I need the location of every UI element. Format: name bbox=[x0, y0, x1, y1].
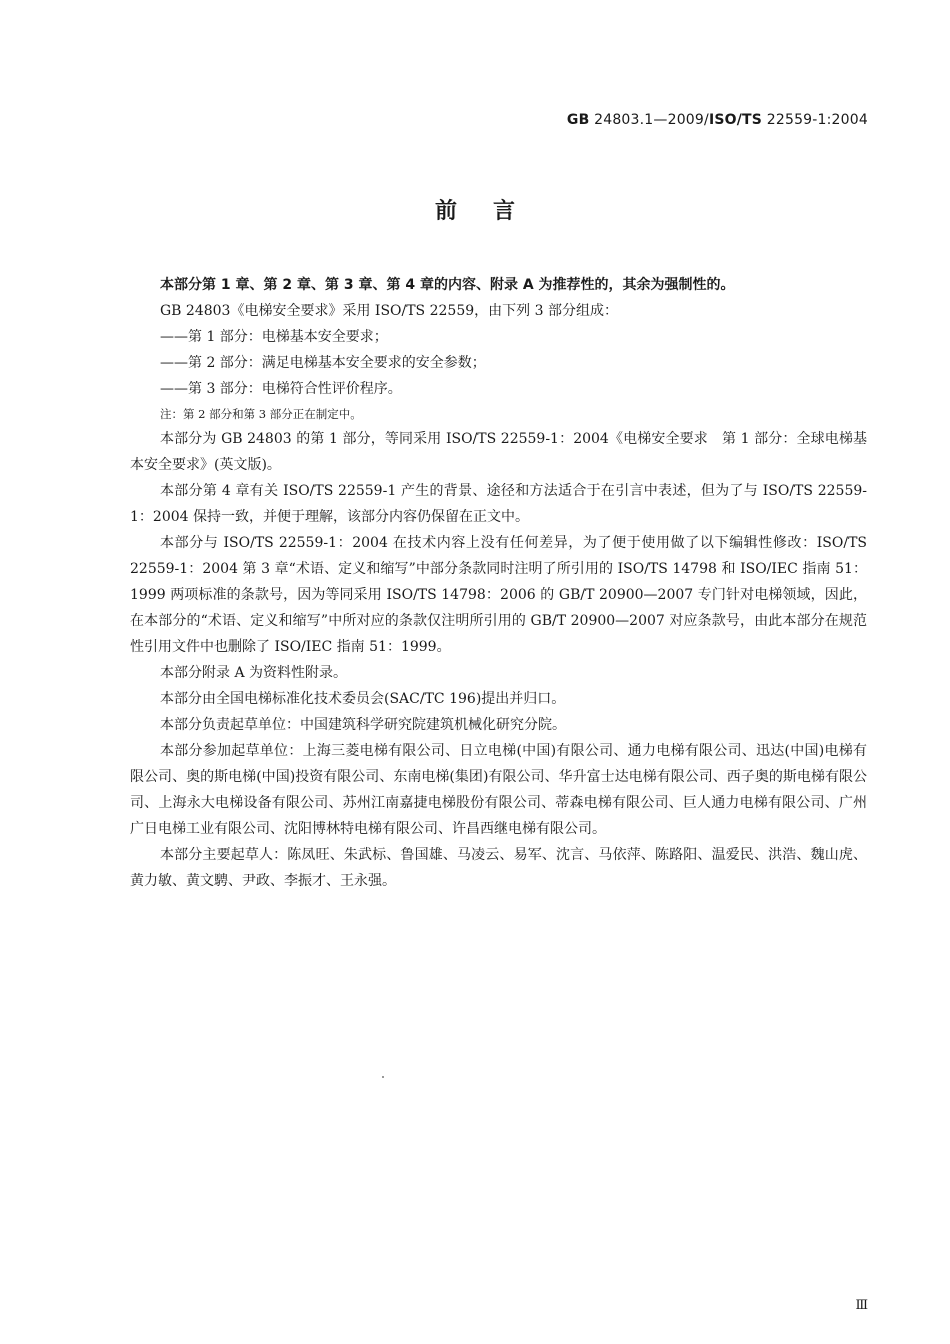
header-code-number: 24803.1—2009/ bbox=[589, 112, 709, 128]
paragraph-normative-scope: 本部分第 1 章、第 2 章、第 3 章、第 4 章的内容、附录 A 为推荐性的，其余为强制性的。 bbox=[160, 277, 735, 293]
paragraph-lead-drafter: 本部分负责起草单位：中国建筑科学研究院建筑机械化研究分院。 bbox=[160, 717, 566, 733]
header-iso-prefix: ISO/TS bbox=[708, 112, 763, 128]
paragraph-series-intro: GB 24803《电梯安全要求》采用 ISO/TS 22559，由下列 3 部分组成： bbox=[160, 303, 618, 319]
list-item-part-3: ——第 3 部分：电梯符合性评价程序。 bbox=[160, 381, 402, 397]
header-iso-number: 22559-1:2004 bbox=[762, 112, 868, 128]
paragraph-editorial-changes: 本部分与 ISO/TS 22559-1：2004 在技术内容上没有任何差异，为了便于使用做了以下编辑性修改：ISO/TS 22559-1：2004 第 3 章“术语、定义和缩写”中部分条款同时注明了所引用的 ISO/TS 14798 和 ISO/IEC 指南 51：1999 两项标准的条款号，因为等同采用 ISO/TS 14798：2006 的 GB/T 20900—2007 专门针对电梯领域，因此，在本部分的“术语、定义和缩写”中所对应的条款仅注明所引用的 GB/T 20900—2007 对应条款号，由此本部分在规范性引用文件中也删除了 ISO/IEC 指南 51：1999。 bbox=[130, 535, 867, 655]
header-code-prefix: GB bbox=[566, 112, 590, 128]
document-code-header bbox=[567, 112, 868, 128]
paragraph-proposer: 本部分由全国电梯标准化技术委员会(SAC/TC 196)提出并归口。 bbox=[160, 691, 566, 707]
page-number: Ⅲ bbox=[855, 1298, 868, 1313]
paragraph-main-drafters: 本部分主要起草人：陈凤旺、朱武标、鲁国雄、马凌云、易军、沈言、马依萍、陈路阳、温爱民、洪浩、魏山虎、黄力敏、黄文騁、尹政、李振才、王永强。 bbox=[130, 847, 867, 889]
paragraph-annex: 本部分附录 A 为资料性附录。 bbox=[160, 665, 348, 681]
paragraph-chapter-4: 本部分第 4 章有关 ISO/TS 22559-1 产生的背景、途径和方法适合于在引言中表述，但为了与 ISO/TS 22559-1：2004 保持一致，并便于理解，该部分内容仍保留在正文中。 bbox=[130, 483, 867, 525]
list-item-part-2: ——第 2 部分：满足电梯基本安全要求的安全参数； bbox=[160, 355, 486, 371]
list-item-part-1: ——第 1 部分：电梯基本安全要求； bbox=[160, 329, 388, 345]
scan-artifact-dot bbox=[382, 1076, 384, 1078]
paragraph-participating-drafters: 本部分参加起草单位：上海三菱电梯有限公司、日立电梯(中国)有限公司、通力电梯有限公司、迅达(中国)电梯有限公司、奥的斯电梯(中国)投资有限公司、东南电梯(集团)有限公司、华升富士达电梯有限公司、西子奥的斯电梯有限公司、上海永大电梯设备有限公司、苏州江南嘉捷电梯股份有限公司、蒂森电梯有限公司、巨人通力电梯有限公司、广州广日电梯工业有限公司、沈阳博林特电梯有限公司、许昌西继电梯有限公司。 bbox=[130, 743, 867, 837]
page-title: 前言 bbox=[434, 199, 551, 224]
foreword-body bbox=[130, 272, 867, 894]
paragraph-equivalence: 本部分为 GB 24803 的第 1 部分，等同采用 ISO/TS 22559-1：2004《电梯安全要求 第 1 部分：全球电梯基本安全要求》(英文版)。 bbox=[130, 431, 867, 473]
note-text: 注：第 2 部分和第 3 部分正在制定中。 bbox=[160, 407, 362, 421]
